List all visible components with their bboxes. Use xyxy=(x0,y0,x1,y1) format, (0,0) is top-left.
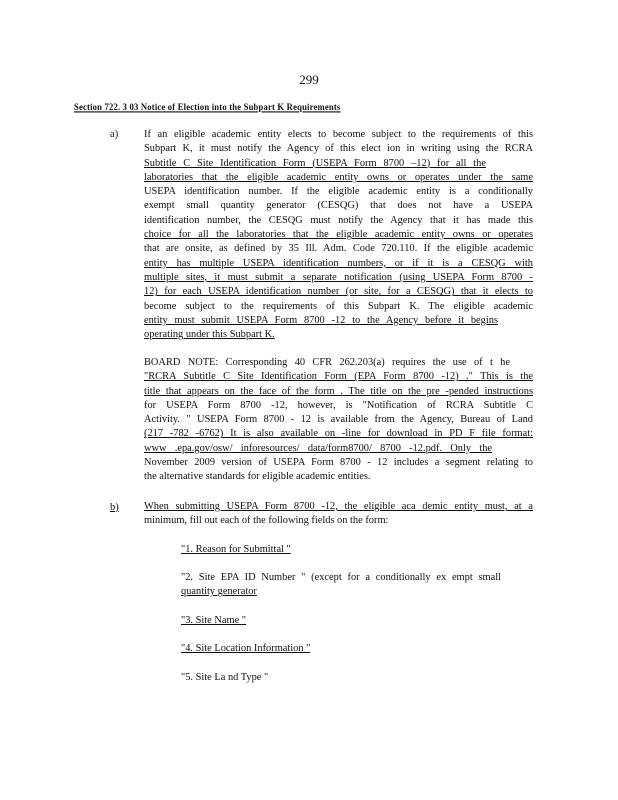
para-a-line: exempt small quantity generator (CESQG) that does not have a USEPA xyxy=(144,200,533,212)
field-item-line: "1. Reason for Submittal " xyxy=(181,544,291,555)
para-a-line: choice for all the laboratories that the eligible academic entity owns or operates xyxy=(144,229,533,241)
field-item xyxy=(181,671,268,685)
field-item xyxy=(181,571,501,600)
para-a-line: identification number, the CESQG must notify the Agency that it has made this xyxy=(144,214,533,226)
board-note-line: BOARD NOTE: Corresponding 40 CFR 262.203(a) requires the use of t he xyxy=(144,357,510,368)
field-item-line: quantity generator xyxy=(181,586,257,598)
board-note xyxy=(144,356,533,485)
board-note-line: www .epa.gov/osw/ inforesources/ data/form8700/ 8700 -12.pdf. Only the xyxy=(144,442,492,454)
para-a-line: Subtitle C Site Identification Form (USEPA Form 8700 –12) for all the xyxy=(144,157,486,169)
page-number: 299 xyxy=(299,72,319,87)
para-b xyxy=(144,500,533,529)
field-item-line: "3. Site Name " xyxy=(181,615,247,626)
field-item xyxy=(181,614,246,628)
para-a-line: USEPA identification number. If the eligible academic entity is a conditionally xyxy=(144,186,533,198)
para-a-line: that are onsite, as defined by 35 Ill. Adm. Code 720.110. If the eligible academic xyxy=(144,243,533,255)
field-item-line: "4. Site Location Information " xyxy=(181,643,311,654)
para-a-line: operating under this Subpart K. xyxy=(144,329,275,341)
field-item xyxy=(181,642,310,656)
section-heading: Section 722. 3 03 Notice of Election into the Subpart K Requirements xyxy=(74,101,341,113)
field-item-line: "5. Site La nd Type " xyxy=(181,672,269,683)
board-note-line: for USEPA Form 8700 -12, however, is "Notification of RCRA Subtitle C xyxy=(144,399,533,411)
para-b-line: minimum, fill out each of the following fields on the form: xyxy=(144,515,389,527)
para-a-marker: a) xyxy=(110,129,119,140)
field-item-line: "2. Site EPA ID Number " (except for a conditionally ex empt small xyxy=(181,572,501,583)
para-a-line: Subpart K, it must notify the Agency of this elect ion in writing using the RCRA xyxy=(144,143,533,155)
para-a-line: laboratories that the eligible academic entity owns or operates under the same xyxy=(144,171,533,183)
board-note-line: title that appears on the face of the form . The title on the pre -pended instructions xyxy=(144,385,533,397)
para-a-line: become subject to the requirements of this Subpart K. The eligible academic xyxy=(144,300,533,312)
para-a-line: entity must submit USEPA Form 8700 -12 to the Agency before it begins xyxy=(144,314,498,326)
board-note-line: "RCRA Subtitle C Site Identification Form (EPA Form 8700 -12) ." This is the xyxy=(144,371,533,383)
para-b-line: When submitting USEPA Form 8700 -12, the eligible aca demic entity must, at a xyxy=(144,501,533,512)
board-note-line: (217 -782 -6762) It is also available on -line for download in PD F file format: xyxy=(144,428,533,440)
board-note-line: Activity. " USEPA Form 8700 - 12 is available from the Agency, Bureau of Land xyxy=(144,414,533,426)
board-note-line: November 2009 version of USEPA Form 8700 - 12 includes a segment relating to xyxy=(144,457,533,469)
para-a-line: multiple sites, it must submit a separate notification (using USEPA Form 8700 - xyxy=(144,271,533,283)
board-note-line: the alternative standards for eligible academic entities. xyxy=(144,471,371,483)
para-a-line: 12) for each USEPA identification number (or site, for a CESQG) that it elects to xyxy=(144,286,533,298)
para-a-line: entity has multiple USEPA identification numbers, or if it is a CESQG with xyxy=(144,257,533,269)
para-b-marker: b) xyxy=(110,502,119,513)
para-a-line: If an eligible academic entity elects to become subject to the requirements of this xyxy=(144,129,533,140)
para-a xyxy=(144,128,533,342)
field-item xyxy=(181,543,291,557)
